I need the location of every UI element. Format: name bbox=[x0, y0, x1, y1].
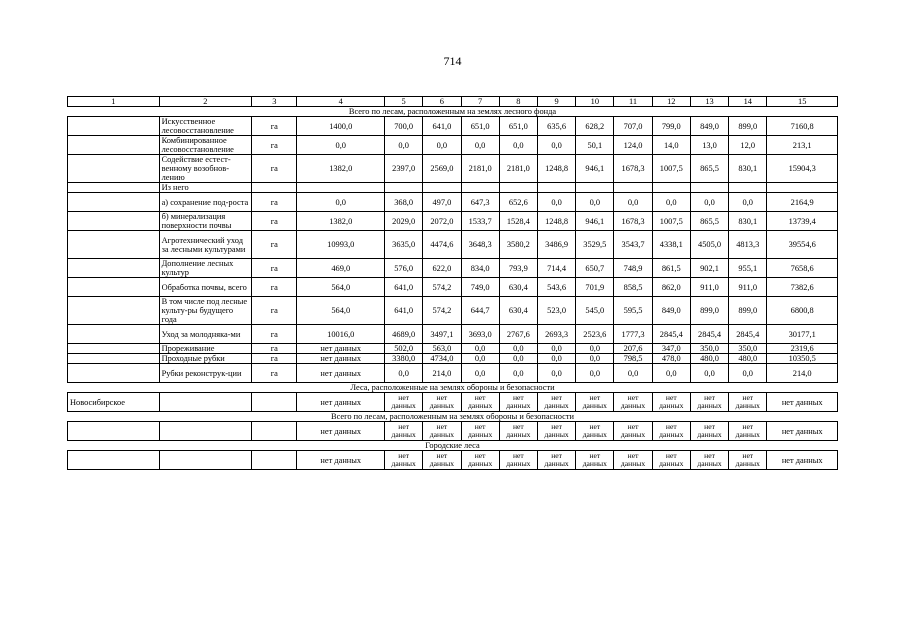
unit-cell: га bbox=[252, 155, 297, 183]
value-cell bbox=[729, 183, 767, 193]
value-cell: нет данных bbox=[729, 451, 767, 470]
value-cell: 0,0 bbox=[297, 193, 385, 212]
value-cell: нет данных bbox=[576, 393, 614, 412]
region-cell bbox=[68, 259, 160, 278]
value-cell: 1007,5 bbox=[652, 155, 690, 183]
value-cell: нет данных bbox=[297, 422, 385, 441]
value-cell: 0,0 bbox=[576, 354, 614, 364]
value-cell: 2072,0 bbox=[423, 212, 461, 231]
header-cell: 4 bbox=[297, 97, 385, 107]
value-cell: 3580,2 bbox=[499, 231, 537, 259]
value-cell: 0,0 bbox=[690, 364, 728, 383]
value-cell: 2523,6 bbox=[576, 325, 614, 344]
activity-name: а) сохранение под-роста bbox=[159, 193, 252, 212]
table-row bbox=[68, 344, 838, 354]
value-cell: нет данных bbox=[767, 393, 838, 412]
value-cell: 3693,0 bbox=[461, 325, 499, 344]
value-cell: нет данных bbox=[614, 393, 652, 412]
table-row bbox=[68, 183, 838, 193]
activity-name: Уход за молодняка-ми bbox=[159, 325, 252, 344]
value-cell bbox=[297, 183, 385, 193]
value-cell: 0,0 bbox=[576, 344, 614, 354]
value-cell: 124,0 bbox=[614, 136, 652, 155]
value-cell: нет данных bbox=[652, 422, 690, 441]
value-cell: 749,0 bbox=[461, 278, 499, 297]
value-cell: 13739,4 bbox=[767, 212, 838, 231]
value-cell: 0,0 bbox=[652, 364, 690, 383]
value-cell: нет данных bbox=[729, 422, 767, 441]
value-cell: нет данных bbox=[652, 451, 690, 470]
value-cell: 214,0 bbox=[423, 364, 461, 383]
activity-name bbox=[159, 451, 252, 470]
value-cell: 2164,9 bbox=[767, 193, 838, 212]
section-title: Леса, расположенные на землях обороны и безопасности bbox=[68, 383, 838, 393]
value-cell: 0,0 bbox=[537, 344, 575, 354]
activity-name: Рубки реконструк-ции bbox=[159, 364, 252, 383]
value-cell: 10350,5 bbox=[767, 354, 838, 364]
value-cell: 0,0 bbox=[385, 364, 423, 383]
table-row bbox=[68, 231, 838, 259]
value-cell: 862,0 bbox=[652, 278, 690, 297]
value-cell: 4474,6 bbox=[423, 231, 461, 259]
value-cell: нет данных bbox=[767, 451, 838, 470]
value-cell: 3380,0 bbox=[385, 354, 423, 364]
value-cell: 849,0 bbox=[652, 297, 690, 325]
value-cell: нет данных bbox=[537, 422, 575, 441]
value-cell: 849,0 bbox=[690, 117, 728, 136]
value-cell: 12,0 bbox=[729, 136, 767, 155]
region-cell bbox=[68, 364, 160, 383]
unit-cell: га bbox=[252, 364, 297, 383]
value-cell: 793,9 bbox=[499, 259, 537, 278]
value-cell: нет данных bbox=[385, 451, 423, 470]
value-cell: 1533,7 bbox=[461, 212, 499, 231]
value-cell: 641,0 bbox=[423, 117, 461, 136]
activity-name: Дополнение лесных культур bbox=[159, 259, 252, 278]
table-row bbox=[68, 212, 838, 231]
activity-name: Проходные рубки bbox=[159, 354, 252, 364]
value-cell: 4813,3 bbox=[729, 231, 767, 259]
value-cell: 0,0 bbox=[576, 193, 614, 212]
value-cell: 15904,3 bbox=[767, 155, 838, 183]
value-cell: 2319,6 bbox=[767, 344, 838, 354]
table-row bbox=[68, 193, 838, 212]
value-cell: 497,0 bbox=[423, 193, 461, 212]
value-cell: 30177,1 bbox=[767, 325, 838, 344]
value-cell: 799,0 bbox=[652, 117, 690, 136]
value-cell: 469,0 bbox=[297, 259, 385, 278]
unit-cell: га bbox=[252, 259, 297, 278]
value-cell: нет данных bbox=[576, 451, 614, 470]
value-cell: нет данных bbox=[461, 451, 499, 470]
value-cell: 647,3 bbox=[461, 193, 499, 212]
header-cell: 2 bbox=[159, 97, 252, 107]
value-cell: 563,0 bbox=[423, 344, 461, 354]
region-cell bbox=[68, 354, 160, 364]
value-cell: 701,9 bbox=[576, 278, 614, 297]
value-cell: 207,6 bbox=[614, 344, 652, 354]
value-cell: 2029,0 bbox=[385, 212, 423, 231]
table-row bbox=[68, 259, 838, 278]
value-cell: нет данных bbox=[385, 393, 423, 412]
value-cell bbox=[767, 183, 838, 193]
value-cell: 2845,4 bbox=[729, 325, 767, 344]
value-cell: 3543,7 bbox=[614, 231, 652, 259]
activity-name: Содействие естест-венному возобнов-лению bbox=[159, 155, 252, 183]
table-row bbox=[68, 364, 838, 383]
value-cell: 0,0 bbox=[576, 364, 614, 383]
section-title: Городские леса bbox=[68, 441, 838, 451]
header-cell: 10 bbox=[576, 97, 614, 107]
value-cell: 748,9 bbox=[614, 259, 652, 278]
value-cell: 834,0 bbox=[461, 259, 499, 278]
value-cell: 0,0 bbox=[499, 344, 537, 354]
forest-table bbox=[67, 96, 838, 470]
value-cell: 899,0 bbox=[729, 297, 767, 325]
value-cell: 0,0 bbox=[499, 136, 537, 155]
value-cell: 1528,4 bbox=[499, 212, 537, 231]
table-row bbox=[68, 422, 838, 441]
value-cell: нет данных bbox=[690, 393, 728, 412]
value-cell: 214,0 bbox=[767, 364, 838, 383]
value-cell: 3497,1 bbox=[423, 325, 461, 344]
value-cell: 543,6 bbox=[537, 278, 575, 297]
unit-cell: га bbox=[252, 354, 297, 364]
value-cell: 1382,0 bbox=[297, 212, 385, 231]
value-cell: 4338,1 bbox=[652, 231, 690, 259]
activity-name: Обработка почвы, всего bbox=[159, 278, 252, 297]
value-cell: 502,0 bbox=[385, 344, 423, 354]
value-cell: 0,0 bbox=[537, 136, 575, 155]
value-cell: 13,0 bbox=[690, 136, 728, 155]
value-cell: нет данных bbox=[385, 422, 423, 441]
unit-cell bbox=[252, 183, 297, 193]
value-cell bbox=[423, 183, 461, 193]
region-cell bbox=[68, 344, 160, 354]
value-cell: 650,7 bbox=[576, 259, 614, 278]
value-cell: 2397,0 bbox=[385, 155, 423, 183]
value-cell: 564,0 bbox=[297, 297, 385, 325]
value-cell: 10016,0 bbox=[297, 325, 385, 344]
value-cell: нет данных bbox=[690, 422, 728, 441]
value-cell: 0,0 bbox=[537, 354, 575, 364]
value-cell: 861,5 bbox=[652, 259, 690, 278]
value-cell: 1400,0 bbox=[297, 117, 385, 136]
value-cell: 0,0 bbox=[537, 364, 575, 383]
value-cell: 6800,8 bbox=[767, 297, 838, 325]
value-cell: 0,0 bbox=[461, 344, 499, 354]
value-cell: 2569,0 bbox=[423, 155, 461, 183]
activity-name: б) минерализация поверхности почвы bbox=[159, 212, 252, 231]
page-number: 714 bbox=[443, 54, 462, 68]
value-cell: 2693,3 bbox=[537, 325, 575, 344]
value-cell: 7160,8 bbox=[767, 117, 838, 136]
header-cell: 9 bbox=[537, 97, 575, 107]
value-cell: 213,1 bbox=[767, 136, 838, 155]
value-cell: 0,0 bbox=[499, 364, 537, 383]
value-cell: 39554,6 bbox=[767, 231, 838, 259]
value-cell: 955,1 bbox=[729, 259, 767, 278]
unit-cell: га bbox=[252, 136, 297, 155]
value-cell: 2845,4 bbox=[652, 325, 690, 344]
header-cell: 13 bbox=[690, 97, 728, 107]
unit-cell bbox=[252, 451, 297, 470]
value-cell bbox=[652, 183, 690, 193]
value-cell: нет данных bbox=[499, 422, 537, 441]
value-cell: 902,1 bbox=[690, 259, 728, 278]
value-cell: нет данных bbox=[499, 393, 537, 412]
value-cell: 651,0 bbox=[461, 117, 499, 136]
value-cell: 480,0 bbox=[690, 354, 728, 364]
value-cell: 4734,0 bbox=[423, 354, 461, 364]
value-cell: 707,0 bbox=[614, 117, 652, 136]
unit-cell: га bbox=[252, 325, 297, 344]
value-cell: 0,0 bbox=[423, 136, 461, 155]
value-cell: нет данных bbox=[423, 393, 461, 412]
activity-name: Искусственное лесовосстановление bbox=[159, 117, 252, 136]
value-cell: 3635,0 bbox=[385, 231, 423, 259]
value-cell: нет данных bbox=[690, 451, 728, 470]
value-cell bbox=[499, 183, 537, 193]
value-cell: нет данных bbox=[297, 344, 385, 354]
value-cell: 0,0 bbox=[499, 354, 537, 364]
value-cell: 480,0 bbox=[729, 354, 767, 364]
value-cell: нет данных bbox=[767, 422, 838, 441]
value-cell: нет данных bbox=[297, 451, 385, 470]
value-cell: 7658,6 bbox=[767, 259, 838, 278]
unit-cell: га bbox=[252, 193, 297, 212]
unit-cell: га bbox=[252, 278, 297, 297]
region-cell bbox=[68, 136, 160, 155]
value-cell: 946,1 bbox=[576, 212, 614, 231]
value-cell: 700,0 bbox=[385, 117, 423, 136]
value-cell: 4689,0 bbox=[385, 325, 423, 344]
value-cell: 0,0 bbox=[297, 136, 385, 155]
value-cell: 7382,6 bbox=[767, 278, 838, 297]
region-cell bbox=[68, 451, 160, 470]
value-cell: 0,0 bbox=[729, 364, 767, 383]
value-cell: 0,0 bbox=[461, 136, 499, 155]
value-cell: 830,1 bbox=[729, 155, 767, 183]
value-cell: 630,4 bbox=[499, 278, 537, 297]
value-cell: 641,0 bbox=[385, 297, 423, 325]
value-cell: 865,5 bbox=[690, 212, 728, 231]
value-cell: 3648,3 bbox=[461, 231, 499, 259]
value-cell bbox=[614, 183, 652, 193]
region-cell bbox=[68, 278, 160, 297]
header-cell: 11 bbox=[614, 97, 652, 107]
value-cell: 10993,0 bbox=[297, 231, 385, 259]
value-cell: 635,6 bbox=[537, 117, 575, 136]
value-cell: 0,0 bbox=[461, 354, 499, 364]
region-cell bbox=[68, 231, 160, 259]
value-cell: 50,1 bbox=[576, 136, 614, 155]
value-cell: 350,0 bbox=[729, 344, 767, 354]
unit-cell: га bbox=[252, 344, 297, 354]
header-cell: 5 bbox=[385, 97, 423, 107]
value-cell bbox=[385, 183, 423, 193]
header-cell: 15 bbox=[767, 97, 838, 107]
value-cell: 2181,0 bbox=[499, 155, 537, 183]
value-cell: нет данных bbox=[423, 451, 461, 470]
value-cell: нет данных bbox=[297, 354, 385, 364]
region-cell bbox=[68, 297, 160, 325]
value-cell: нет данных bbox=[576, 422, 614, 441]
value-cell: 3486,9 bbox=[537, 231, 575, 259]
table-row bbox=[68, 155, 838, 183]
value-cell: 865,5 bbox=[690, 155, 728, 183]
region-cell bbox=[68, 183, 160, 193]
region-cell bbox=[68, 212, 160, 231]
value-cell: 641,0 bbox=[385, 278, 423, 297]
table-row bbox=[68, 354, 838, 364]
region-cell bbox=[68, 422, 160, 441]
region-cell bbox=[68, 155, 160, 183]
header-cell: 8 bbox=[499, 97, 537, 107]
activity-name: В том числе под лесные культу-ры будущего года bbox=[159, 297, 252, 325]
header-cell: 3 bbox=[252, 97, 297, 107]
section-title: Всего по лесам, расположенным на землях обороны и безопасности bbox=[68, 412, 838, 422]
activity-name: Агротехнический уход за лесными культурами bbox=[159, 231, 252, 259]
table-row bbox=[68, 136, 838, 155]
value-cell: 1777,3 bbox=[614, 325, 652, 344]
header-cell: 7 bbox=[461, 97, 499, 107]
value-cell bbox=[461, 183, 499, 193]
value-cell: нет данных bbox=[614, 422, 652, 441]
value-cell: 911,0 bbox=[690, 278, 728, 297]
region-cell bbox=[68, 193, 160, 212]
activity-name: Прореживание bbox=[159, 344, 252, 354]
header-cell: 6 bbox=[423, 97, 461, 107]
value-cell: 946,1 bbox=[576, 155, 614, 183]
value-cell: 911,0 bbox=[729, 278, 767, 297]
value-cell: 1248,8 bbox=[537, 212, 575, 231]
value-cell: нет данных bbox=[297, 364, 385, 383]
value-cell: 14,0 bbox=[652, 136, 690, 155]
value-cell: 2181,0 bbox=[461, 155, 499, 183]
value-cell: нет данных bbox=[652, 393, 690, 412]
value-cell: 0,0 bbox=[385, 136, 423, 155]
table-row bbox=[68, 325, 838, 344]
table-row bbox=[68, 278, 838, 297]
value-cell: 2845,4 bbox=[690, 325, 728, 344]
table-row bbox=[68, 297, 838, 325]
value-cell: 630,4 bbox=[499, 297, 537, 325]
value-cell: 1678,3 bbox=[614, 212, 652, 231]
value-cell: 899,0 bbox=[690, 297, 728, 325]
value-cell: 595,5 bbox=[614, 297, 652, 325]
value-cell: нет данных bbox=[614, 451, 652, 470]
value-cell: 628,2 bbox=[576, 117, 614, 136]
value-cell: 0,0 bbox=[690, 193, 728, 212]
section-row bbox=[68, 412, 838, 422]
value-cell: 564,0 bbox=[297, 278, 385, 297]
region-cell bbox=[68, 117, 160, 136]
section-row bbox=[68, 441, 838, 451]
value-cell: 3529,5 bbox=[576, 231, 614, 259]
header-cell: 12 bbox=[652, 97, 690, 107]
value-cell bbox=[576, 183, 614, 193]
value-cell: 4505,0 bbox=[690, 231, 728, 259]
value-cell: 0,0 bbox=[652, 193, 690, 212]
table-row bbox=[68, 393, 838, 412]
value-cell: нет данных bbox=[423, 422, 461, 441]
value-cell: 1248,8 bbox=[537, 155, 575, 183]
unit-cell: га bbox=[252, 212, 297, 231]
unit-cell: га bbox=[252, 231, 297, 259]
value-cell: 858,5 bbox=[614, 278, 652, 297]
value-cell: 347,0 bbox=[652, 344, 690, 354]
value-cell: нет данных bbox=[297, 393, 385, 412]
value-cell: 368,0 bbox=[385, 193, 423, 212]
section-row bbox=[68, 383, 838, 393]
value-cell: 523,0 bbox=[537, 297, 575, 325]
value-cell: 0,0 bbox=[729, 193, 767, 212]
activity-name: Комбинированное лесовосстановление bbox=[159, 136, 252, 155]
value-cell: нет данных bbox=[499, 451, 537, 470]
unit-cell bbox=[252, 393, 297, 412]
header-cell: 14 bbox=[729, 97, 767, 107]
value-cell: 798,5 bbox=[614, 354, 652, 364]
value-cell: нет данных bbox=[461, 422, 499, 441]
value-cell: 714,4 bbox=[537, 259, 575, 278]
header-cell: 1 bbox=[68, 97, 160, 107]
unit-cell: га bbox=[252, 117, 297, 136]
value-cell: 622,0 bbox=[423, 259, 461, 278]
region-cell bbox=[68, 325, 160, 344]
value-cell: 545,0 bbox=[576, 297, 614, 325]
value-cell: 651,0 bbox=[499, 117, 537, 136]
value-cell bbox=[537, 183, 575, 193]
unit-cell bbox=[252, 422, 297, 441]
value-cell: 899,0 bbox=[729, 117, 767, 136]
value-cell: 478,0 bbox=[652, 354, 690, 364]
value-cell: 644,7 bbox=[461, 297, 499, 325]
value-cell: нет данных bbox=[537, 393, 575, 412]
value-cell: 0,0 bbox=[614, 364, 652, 383]
value-cell: нет данных bbox=[537, 451, 575, 470]
value-cell: 0,0 bbox=[537, 193, 575, 212]
unit-cell: га bbox=[252, 297, 297, 325]
value-cell: 2767,6 bbox=[499, 325, 537, 344]
value-cell: 576,0 bbox=[385, 259, 423, 278]
table-row bbox=[68, 451, 838, 470]
value-cell: 1678,3 bbox=[614, 155, 652, 183]
value-cell: 830,1 bbox=[729, 212, 767, 231]
activity-name: Из него bbox=[159, 183, 252, 193]
value-cell: нет данных bbox=[729, 393, 767, 412]
value-cell: 350,0 bbox=[690, 344, 728, 354]
value-cell: 574,2 bbox=[423, 278, 461, 297]
region-cell: Новосибирское bbox=[68, 393, 160, 412]
value-cell bbox=[690, 183, 728, 193]
value-cell: 1007,5 bbox=[652, 212, 690, 231]
value-cell: нет данных bbox=[461, 393, 499, 412]
activity-name bbox=[159, 422, 252, 441]
value-cell: 652,6 bbox=[499, 193, 537, 212]
section-row bbox=[68, 107, 838, 117]
header-row bbox=[68, 97, 838, 107]
value-cell: 574,2 bbox=[423, 297, 461, 325]
activity-name bbox=[159, 393, 252, 412]
value-cell: 0,0 bbox=[461, 364, 499, 383]
value-cell: 1382,0 bbox=[297, 155, 385, 183]
section-title: Всего по лесам, расположенным на землях лесного фонда bbox=[68, 107, 838, 117]
value-cell: 0,0 bbox=[614, 193, 652, 212]
table-row bbox=[68, 117, 838, 136]
